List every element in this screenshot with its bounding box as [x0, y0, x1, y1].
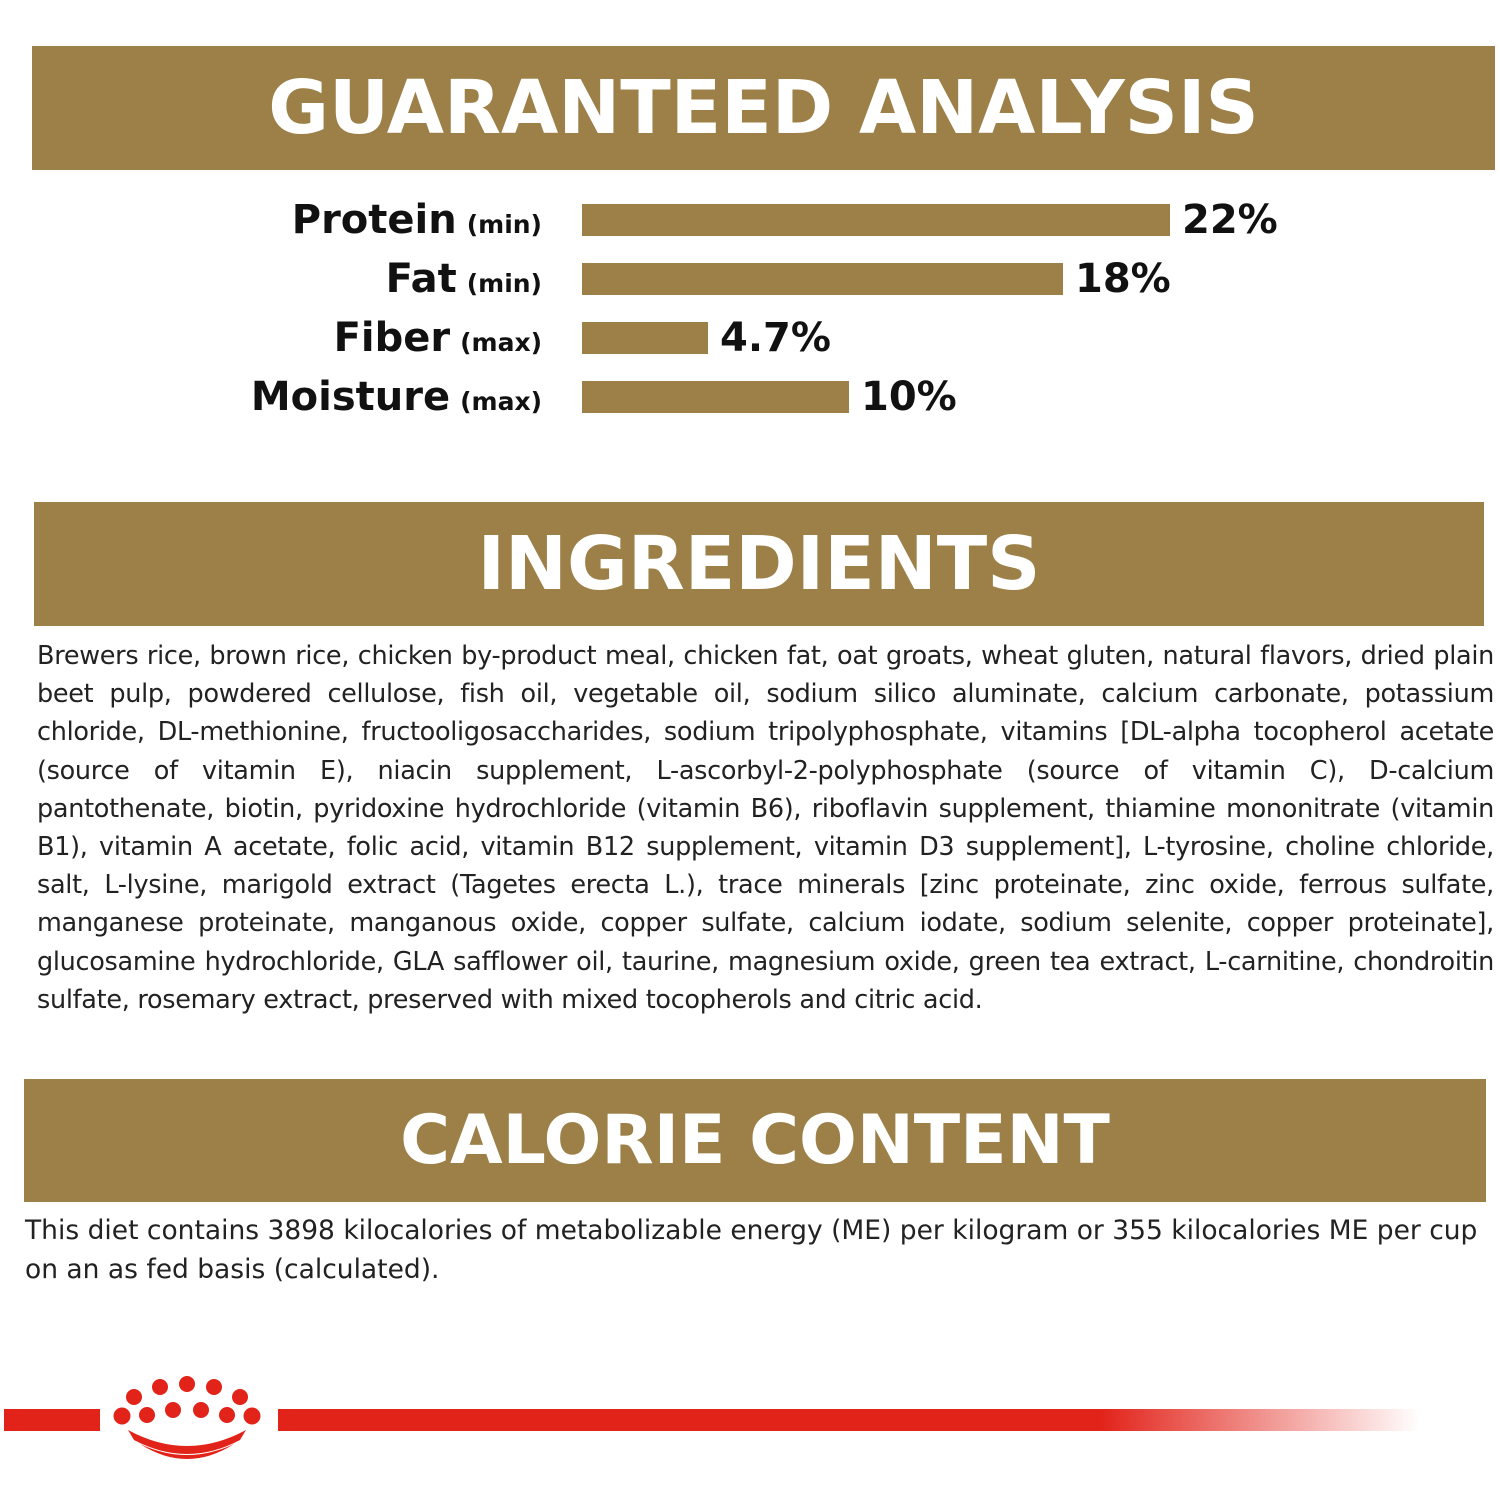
brand-line-right	[278, 1409, 1420, 1431]
analysis-label	[386, 251, 542, 307]
analysis-value: 18%	[1075, 256, 1171, 302]
calorie-content-title: CALORIE CONTENT	[400, 1101, 1110, 1180]
nutrient-name: Fat	[385, 256, 457, 302]
nutrient-qualifier: (max)	[460, 327, 542, 357]
analysis-row-protein	[0, 192, 1500, 248]
calorie-content-text: This diet contains 3898 kilocalories of metabolizable energy (ME) per kilogram or 355 kilocalories ME per cup on an as fed basis (calculated).	[25, 1215, 1478, 1285]
ingredients-text: Brewers rice, brown rice, chicken by-product meal, chicken fat, oat groats, wheat gluten, natural flavors, dried plain beet pulp, powdered cellulose, fish oil, vegetable oil, sodium silico aluminate, calcium carbonate, potassium chloride, DL-methionine, fructooligosaccharides, sodium tripolyphosphate, vitamins [DL-alpha tocopherol acetate (source of vitamin E), niacin supplement, L-ascorbyl-2-polyphosphate (source of vitamin C), D-calcium pantothenate, biotin, pyridoxine hydrochloride (vitamin B6), riboflavin supplement, thiamine mononitrate (vitamin B1), vitamin A acetate, folic acid, vitamin B12 supplement, vitamin D3 supplement], L-tyrosine, choline chloride, salt, L-lysine, marigold extract (Tagetes erecta L.), trace minerals [zinc proteinate, zinc oxide, ferrous sulfate, manganese proteinate, manganous oxide, copper sulfate, calcium iodate, sodium selenite, copper proteinate], glucosamine hydrochloride, GLA safflower oil, taurine, magnesium oxide, green tea extract, L-carnitine, chondroitin sulfate, rosemary extract, preserved with mixed tocopherols and citric acid.	[37, 641, 1494, 1015]
nutrient-name: Moisture	[250, 374, 451, 420]
brand-footer	[0, 1370, 1500, 1470]
nutrient-qualifier: (min)	[466, 209, 542, 239]
analysis-bar	[582, 381, 849, 413]
analysis-value: 22%	[1182, 197, 1278, 243]
analysis-label	[334, 310, 542, 366]
analysis-bar	[582, 204, 1170, 236]
analysis-label	[292, 192, 542, 248]
nutrient-name: Fiber	[333, 315, 451, 361]
nutrient-name: Protein	[291, 197, 457, 243]
nutrient-qualifier: (min)	[466, 268, 542, 298]
calorie-content-banner	[24, 1079, 1486, 1202]
analysis-bar	[582, 263, 1063, 295]
ingredients-banner	[34, 502, 1484, 626]
analysis-row-moisture	[0, 369, 1500, 425]
brand-line-left	[4, 1409, 100, 1431]
analysis-label	[251, 369, 542, 425]
ingredients-title: INGREDIENTS	[477, 521, 1041, 607]
analysis-row-fat	[0, 251, 1500, 307]
crown-logo-icon	[114, 1376, 261, 1459]
guaranteed-analysis-title: GUARANTEED ANALYSIS	[268, 65, 1259, 151]
analysis-value: 10%	[861, 374, 957, 420]
analysis-value: 4.7%	[720, 315, 831, 361]
guaranteed-analysis-banner	[32, 46, 1495, 170]
brand-footer-graphic	[0, 1370, 1500, 1470]
analysis-row-fiber	[0, 310, 1500, 366]
nutrient-qualifier: (max)	[460, 386, 542, 416]
analysis-bar	[582, 322, 708, 354]
